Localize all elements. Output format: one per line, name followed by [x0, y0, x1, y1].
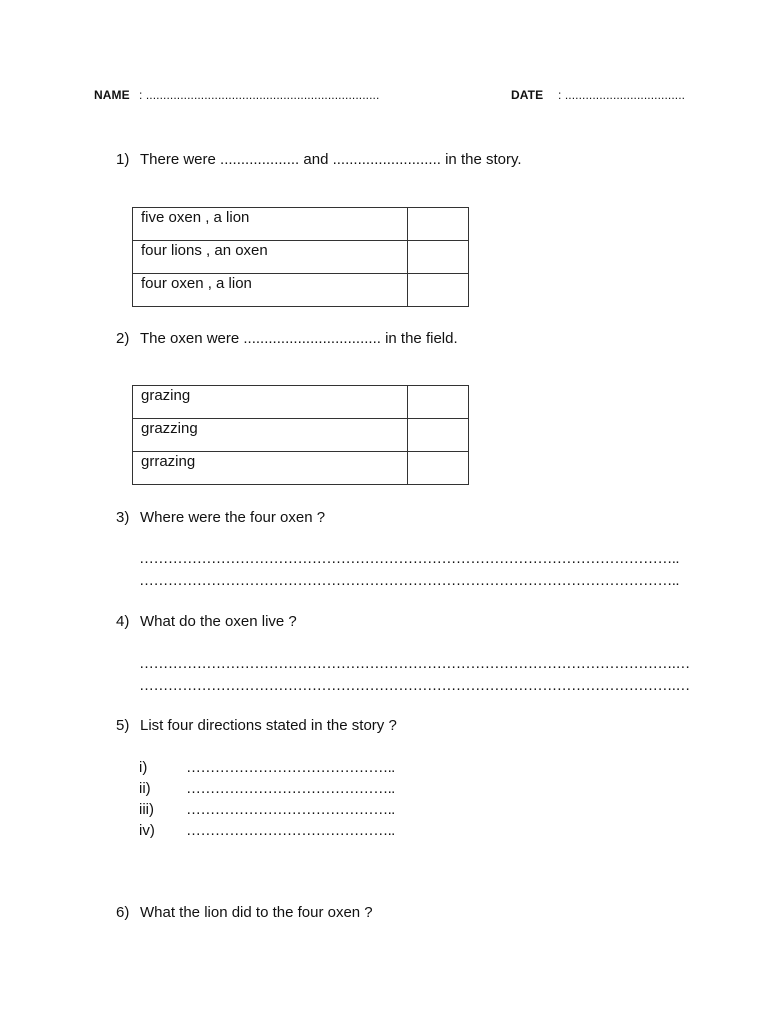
question-text: There were ................... and .......................... in the story. — [140, 151, 522, 168]
table-row — [133, 386, 469, 419]
answer-line[interactable]: ………………………………………………………………………………………………….… — [139, 655, 690, 672]
question-number: 5) — [116, 717, 130, 734]
date-line[interactable]: : ................................... — [558, 88, 686, 102]
table-row — [133, 452, 469, 485]
option-label: grrazing — [133, 452, 408, 485]
name-line[interactable]: : .................................................................... — [139, 88, 380, 102]
answer-line[interactable]: …………………………………….. — [186, 759, 395, 776]
question-number: 2) — [116, 330, 130, 347]
answer-box[interactable] — [408, 386, 469, 419]
option-label: grazzing — [133, 419, 408, 452]
table-row — [133, 419, 469, 452]
list-item-label: iii) — [139, 801, 154, 818]
answer-box[interactable] — [408, 208, 469, 241]
q2-options-table — [132, 385, 469, 485]
date-label: DATE — [511, 88, 544, 102]
option-label: grazing — [133, 386, 408, 419]
question-text: What do the oxen live ? — [140, 613, 297, 630]
option-label: four oxen , a lion — [133, 274, 408, 307]
list-item-label: i) — [139, 759, 148, 776]
answer-box[interactable] — [408, 274, 469, 307]
list-item-label: iv) — [139, 822, 155, 839]
answer-line[interactable]: …………………………………….. — [186, 780, 395, 797]
question-number: 6) — [116, 904, 130, 921]
question-text: Where were the four oxen ? — [140, 509, 326, 526]
name-label: NAME — [94, 88, 130, 102]
answer-box[interactable] — [408, 419, 469, 452]
table-row — [133, 241, 469, 274]
question-text: List four directions stated in the story ? — [140, 717, 397, 734]
q1-options-table — [132, 207, 469, 307]
table-row — [133, 208, 469, 241]
option-label: five oxen , a lion — [133, 208, 408, 241]
answer-box[interactable] — [408, 452, 469, 485]
list-item-label: ii) — [139, 780, 151, 797]
answer-line[interactable]: ………………………………………………………………………………………………….… — [139, 677, 690, 694]
question-text: The oxen were ................................. in the field. — [140, 330, 458, 347]
question-text: What the lion did to the four oxen ? — [140, 904, 373, 921]
table-row — [133, 274, 469, 307]
answer-line[interactable]: …………………………………….. — [186, 801, 395, 818]
question-number: 4) — [116, 613, 130, 630]
answer-line[interactable]: ………………………………………………………………………………………………….. — [139, 550, 679, 567]
answer-line[interactable]: …………………………………….. — [186, 822, 395, 839]
answer-box[interactable] — [408, 241, 469, 274]
question-number: 1) — [116, 151, 130, 168]
answer-line[interactable]: ………………………………………………………………………………………………….. — [139, 572, 679, 589]
question-number: 3) — [116, 509, 130, 526]
option-label: four lions , an oxen — [133, 241, 408, 274]
